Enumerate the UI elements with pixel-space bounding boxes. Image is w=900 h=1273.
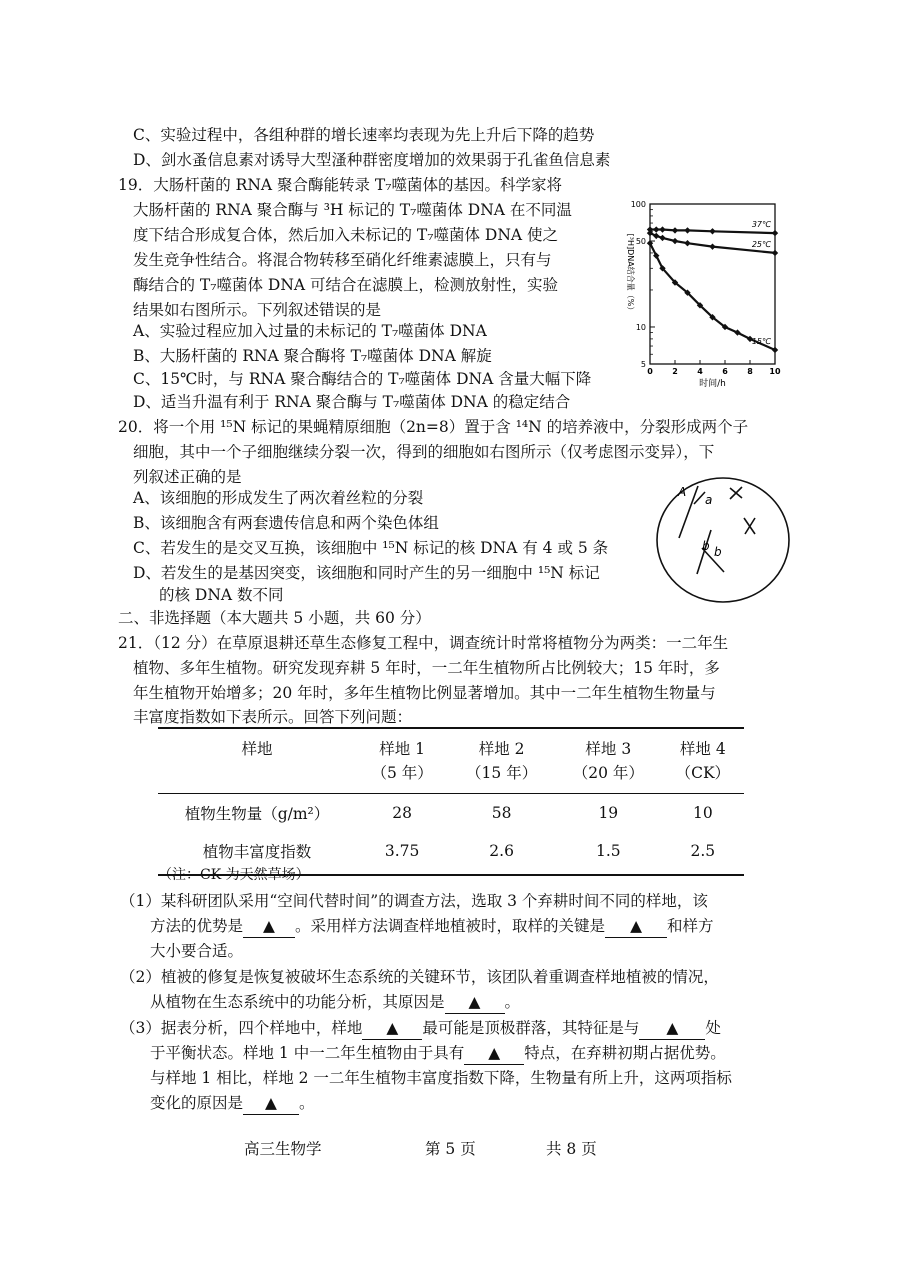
q20-option-d: D、若发生的是基因突变，该细胞和同时产生的另一细胞中 ¹⁵N 标记: [133, 564, 600, 582]
cell-label-A: A: [678, 485, 687, 499]
row-label: 植物丰富度指数: [158, 832, 356, 875]
footer-total-pages: 共 8 页: [546, 1140, 597, 1158]
q21-stem-line: 21．（12 分）在草原退耕还草生态修复工程中，调查统计时常将植物分为两类：一二年生: [118, 634, 729, 652]
table-cell: 19: [598, 804, 619, 822]
q21-sub2-line1: （2）植被的修复是恢复被破坏生态系统的关键环节，该团队着重调查样地植被的情况，: [120, 968, 719, 986]
table-cell: 28: [392, 804, 413, 822]
q19-option-c: C、15℃时，与 RNA 聚合酶结合的 T₇噬菌体 DNA 含量大幅下降: [133, 370, 592, 388]
q21-stem-line: 年生植物开始增多；20 年时，多年生植物比例显著增加。其中一二年生植物生物量与: [133, 684, 716, 702]
q18-option-d: D、剑水蚤信息素对诱导大型溞种群密度增加的效果弱于孔雀鱼信息素: [133, 151, 611, 169]
table-cell: 10: [692, 804, 713, 822]
series-0: [647, 220, 778, 236]
x-tick-label: 10: [769, 367, 781, 376]
series-line: [650, 243, 775, 350]
q20-stem-line: 细胞，其中一个子细胞继续分裂一次，得到的细胞如右图所示（仅考虑图示变异），下: [133, 443, 715, 461]
cell-label-b: b: [714, 545, 722, 559]
q21-sub3-line4: 变化的原因是 ▲ 。: [150, 1092, 315, 1115]
series-label: 15℃: [751, 336, 771, 346]
q20-option-c: C、若发生的是交叉互换，该细胞中 ¹⁵N 标记的核 DNA 有 4 或 5 条: [133, 539, 609, 557]
q20-stem-line: 20．将一个用 ¹⁵N 标记的果蝇精原细胞（2n=8）置于含 ¹⁴N 的培养液中，分裂形成两个子: [118, 418, 749, 436]
series-label: 25℃: [751, 239, 771, 249]
table-cell: 3.75: [356, 832, 448, 875]
data-point: [709, 243, 715, 249]
q19-binding-chart: [605, 192, 795, 392]
q19-stem-line: 酶结合的 T₇噬菌体 DNA 可结合在滤膜上，检测放射性，实验: [133, 276, 559, 294]
y-axis-label: [³H]DNA结合量（%）: [626, 233, 635, 315]
data-point: [684, 227, 690, 233]
x-tick-label: 8: [747, 367, 753, 376]
x-tick-label: 2: [672, 367, 678, 376]
q20-stem-line: 列叙述正确的是: [133, 468, 242, 486]
table-col-header: 样地 2: [448, 728, 555, 760]
y-tick-label: 5: [640, 360, 646, 369]
q21-sub3-line1: （3）据表分析，四个样地中，样地 ▲ 最可能是顶极群落，其特征是与 ▲ 处: [120, 1017, 721, 1040]
table-col-header: 样地 3: [555, 728, 662, 760]
table-col-header: 样地 1: [356, 728, 448, 760]
chromosome: [730, 487, 742, 499]
series-2: [647, 240, 778, 353]
answer-blank[interactable]: ▲: [464, 1042, 524, 1065]
q19-option-a: A、实验过程应加入过量的未标记的 T₇噬菌体 DNA: [133, 322, 487, 340]
footer-page-number: 第 5 页: [425, 1140, 476, 1158]
data-point: [659, 226, 665, 232]
table-cell: 58: [491, 804, 512, 822]
table-col-subheader: （CK）: [662, 760, 744, 794]
data-point: [772, 347, 778, 353]
q19-stem-line: 大肠杆菌的 RNA 聚合酶与 ³H 标记的 T₇噬菌体 DNA 在不同温: [133, 201, 572, 219]
y-tick-label: 100: [630, 200, 646, 209]
q19-stem-line: 结果如右图所示。下列叙述错误的是: [133, 301, 382, 319]
row-label: 植物生物量（g/m²）: [184, 805, 330, 823]
data-point: [772, 250, 778, 256]
cell-label-b: b: [702, 539, 710, 553]
chromosome: [744, 518, 755, 534]
q20-option-d-cont: 的核 DNA 数不同: [159, 586, 284, 604]
series-label: 37℃: [751, 220, 771, 230]
q20-option-a: A、该细胞的形成发生了两次着丝粒的分裂: [133, 489, 424, 507]
q19-option-b: B、大肠杆菌的 RNA 聚合酶将 T₇噬菌体 DNA 解旋: [133, 347, 492, 365]
q21-sub1-line1: （1）某科研团队采用“空间代替时间”的调查方法，选取 3 个弃耕时间不同的样地，该: [120, 892, 708, 910]
table-note: （注：CK 为天然草场）: [158, 867, 310, 883]
q21-sub1-line3: 大小要合适。: [150, 942, 244, 960]
table-corner-header: 样地: [158, 728, 356, 760]
data-point: [684, 240, 690, 246]
table-col-subheader: （5 年）: [356, 760, 448, 794]
x-tick-label: 6: [722, 367, 728, 376]
data-point: [672, 227, 678, 233]
footer-subject: 高三生物学: [244, 1140, 322, 1158]
table-cell: 2.6: [448, 832, 555, 875]
answer-blank[interactable]: ▲: [605, 915, 667, 938]
answer-blank[interactable]: ▲: [639, 1017, 705, 1040]
answer-blank[interactable]: ▲: [243, 1092, 299, 1115]
q20-option-b: B、该细胞含有两套遗传信息和两个染色体组: [133, 514, 439, 532]
chart-series: [647, 220, 778, 353]
q20-cell-diagram: [652, 474, 794, 606]
x-tick-label: 0: [647, 367, 653, 376]
q19-stem-line: 发生竞争性结合。将混合物转移至硝化纤维素滤膜上，只有与: [133, 251, 552, 269]
data-point: [653, 226, 659, 232]
table-col-subheader: （15 年）: [448, 760, 555, 794]
q21-sub3-line2: 于平衡状态。样地 1 中一二年生植物由于具有 ▲ 特点，在弃耕初期占据优势。: [150, 1042, 726, 1065]
answer-blank[interactable]: ▲: [243, 915, 295, 938]
answer-blank[interactable]: ▲: [362, 1017, 422, 1040]
data-point: [647, 230, 653, 236]
data-point: [709, 228, 715, 234]
q21-sub2-line2: 从植物在生态系统中的功能分析，其原因是 ▲ 。: [150, 991, 520, 1014]
cell-membrane: [657, 478, 789, 602]
table-col-header: 样地 4: [662, 728, 744, 760]
table-cell: 2.5: [662, 832, 744, 875]
q21-sub3-line3: 与样地 1 相比，样地 2 一二年生植物丰富度指数下降，生物量有所上升，这两项指标: [150, 1069, 732, 1087]
data-point: [772, 230, 778, 236]
answer-blank[interactable]: ▲: [445, 991, 505, 1014]
table-cell: 1.5: [555, 832, 662, 875]
q18-option-c: C、实验过程中，各组种群的增长速率均表现为先上升后下降的趋势: [133, 126, 595, 144]
q19-option-d: D、适当升温有利于 RNA 聚合酶与 T₇噬菌体 DNA 的稳定结合: [133, 393, 571, 411]
cell-label-a: a: [705, 493, 713, 507]
x-axis-label: 时间/h: [699, 379, 726, 389]
section-2-heading: 二、非选择题（本大题共 5 小题，共 60 分）: [118, 609, 431, 627]
q19-stem-line: 19．大肠杆菌的 RNA 聚合酶能转录 T₇噬菌体的基因。科学家将: [118, 176, 562, 194]
y-tick-label: 10: [635, 322, 646, 332]
data-point: [659, 235, 665, 241]
q21-sub1-line2: 方法的优势是 ▲ 。采用样方法调查样地植被时，取样的关键是 ▲ 和样方: [150, 915, 714, 938]
y-tick-label: 50: [635, 237, 646, 247]
q21-sample-table: [158, 727, 744, 876]
q21-stem-line: 丰富度指数如下表所示。回答下列问题：: [133, 708, 413, 726]
x-tick-label: 4: [697, 367, 703, 376]
q19-stem-line: 度下结合形成复合体，然后加入未标记的 T₇噬菌体 DNA 使之: [133, 226, 559, 244]
q21-stem-line: 植物、多年生植物。研究发现弃耕 5 年时，一二年生植物所占比例较大；15 年时，多: [133, 659, 720, 677]
table-col-subheader: （20 年）: [555, 760, 662, 794]
data-point: [672, 238, 678, 244]
table-row: [158, 794, 744, 833]
